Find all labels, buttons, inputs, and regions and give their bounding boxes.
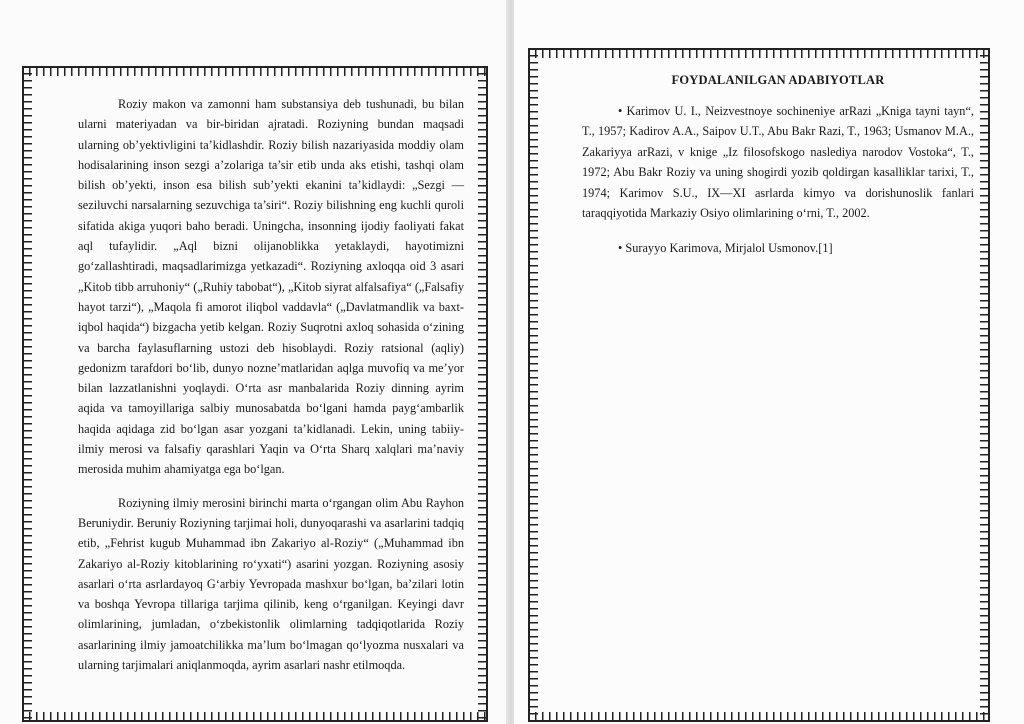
left-border-right xyxy=(478,66,488,722)
references-heading: FOYDALANILGAN ADABIYOTLAR xyxy=(671,73,885,87)
left-border-bottom xyxy=(22,712,488,722)
paragraph: Roziyning ilmiy merosini birinchi marta o‘rgangan olim Abu Rayhon Beruniydir. Beruniy Roziyning tarjimai holi, dunyoqarashi va asarlarini tadqiq etib, „Fehrist kugub Muhammad ibn Zakariyo al-Roziy“ („Muhammad ibn Zakariyo al-Roziy kitoblarining ro‘yxati“) asarini yozgan. Roziyning asosiy asarlari o‘rta asrlardayoq G‘arbiy Yevropada mashxur bo‘lgan, ba’zilari lotin va boshqa Yevropa tillariga tarjima qilinib, keng o‘rganilgan. Keyingi davr olimlarining, jumladan, o‘zbekistonlik olimlarning tadqiqotlarida Roziy asarlarining ilmiy jamoatchilikka ma’lum bo‘lmagan qo‘lyozma nusxalari va ularning tarjimalari aniqlanmoqda, ayrim asarlari nashr etilmoqda. xyxy=(78,495,464,673)
left-border-top xyxy=(22,66,488,76)
paragraph: Roziy makon va zamonni ham substansiya deb tushunadi, bu bilan ularni materiyadan va bir-biridan ajratadi. Roziyning bundan maqsadi ularning ob’yektivligini ta’kidlashdir. Roziy bilish nazariyasida moddiy olam hodisalarining inson sezgi a’zolariga ta’sir etib unda aks etishi, tashqi olam bilish ob’yekti, inson esa bilish sub’yekti ekanini ta’kidlaydi: „Sezgi — seziluvchi narsalarning sezuvchiga ta’siri“. Roziy bilishning eng kuchli quroli sifatida akiga yuqori baho beradi. Uningcha, insonning ijodiy faoliyati fakat aql tufaylidir. „Aql bizni olijanoblikka yetaklaydi, hayotimizni go‘zallashtiradi, maqsadlarimizga yetkazadi“. Roziyning axloqqa oid 3 asari „Kitob tibb arruhoniy“ („Ruhiy tabobat“), „Kitob siyrat alfalsafiya“ („Falsafiy hayot tarzi“), „Maqola fi amorot iliqbol vaddavla“ („Davlatmandlik va baxt-iqbol haqida“) bizgacha yetib kelgan. Roziy Suqrotni axloq sohasida o‘zining va barcha faylasuflarning ustozi deb hisoblaydi. Roziy ratsional (aqliy) gedonizm tarafdori bo‘lib, dunyo nozne’matlaridan aqlga muvofiq va me’yor bilan lazzatlanishni yoqlaydi. O‘rta asr manbalarida Roziy dinning ayrim aqida va tamoyillariga salbiy munosabatda bo‘lgani hamda payg‘ambarlik haqida aqidaga zid bo‘lgan asar yozgani ta’kidlanadi. Lekin, uning tabiiy-ilmiy merosi va falsafiy qarashlari Yaqin va O‘rta Sharq xalqlari ma’naviy merosida muhim ahamiyatga ega bo‘lgan. xyxy=(78,97,464,477)
right-border-top xyxy=(528,48,990,58)
right-border-bottom xyxy=(528,712,990,722)
left-page-body xyxy=(78,94,464,675)
right-border-left xyxy=(528,48,538,722)
right-page-body xyxy=(582,58,974,258)
reference-item: • Karimov U. I., Neizvestnoye sochineniye arRazi „Kniga tayni tayn“, T., 1957; Kadirov A.A., Saipov U.T., Abu Bakr Razi, T., 1963; Usmanov M.A., Zakariyya arRazi, v knige „Iz filosofskogo naslediya narodov Vostoka“, T., 1972; Abu Bakr Roziy va uning shogirdi yozib qoldirgan kasalliklar tarixi, T., 1974; Karimov S.U., IX—XI asrlarda kimyo va dorishunoslik fanlari taraqqiyotida Markaziy Osiyo olimlarining o‘rni, T., 2002. xyxy=(582,103,974,220)
right-border-right xyxy=(980,48,990,722)
left-border-left xyxy=(22,66,32,722)
reference-item: • Surayyo Karimova, Mirjalol Usmonov.[1] xyxy=(618,240,833,255)
